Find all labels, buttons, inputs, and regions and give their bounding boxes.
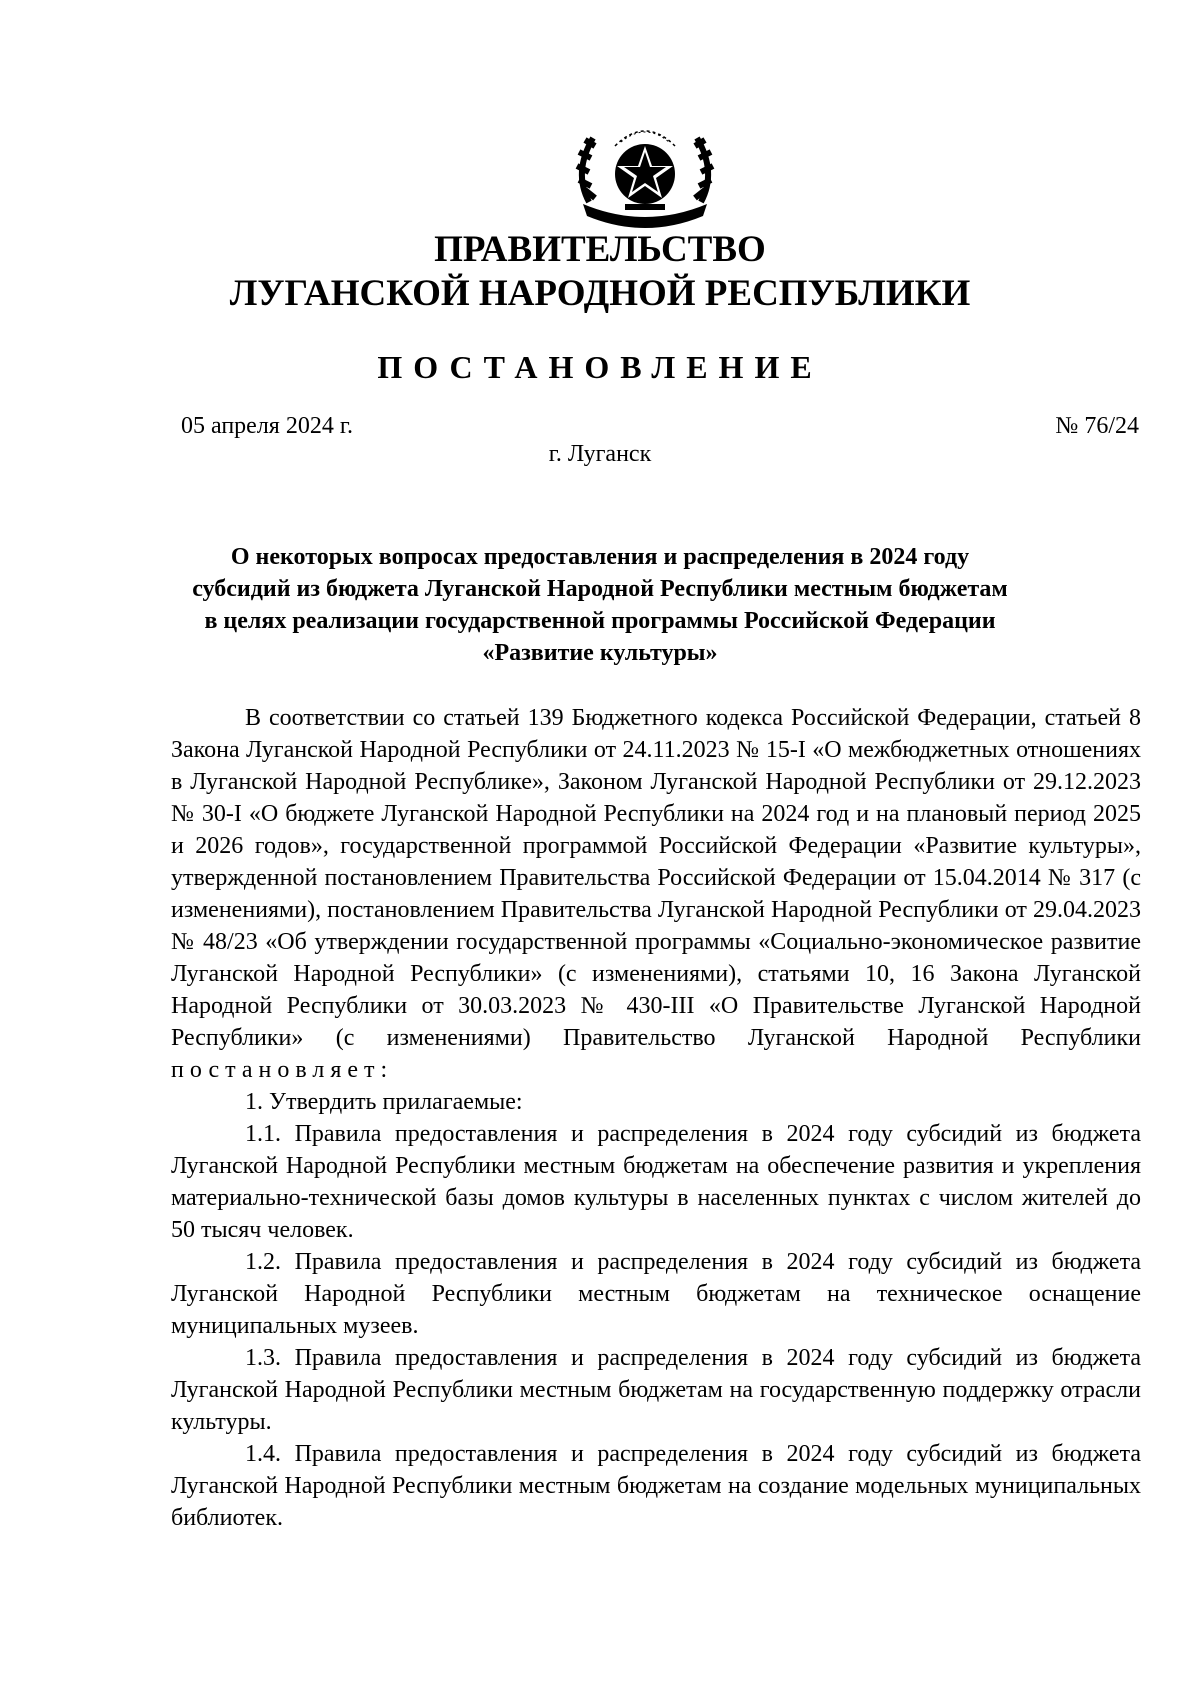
document-date: 05 апреля 2024 г.	[181, 413, 353, 439]
title-line-4: «Развитие культуры»	[482, 640, 718, 666]
title-line-1: О некоторых вопросах предоставления и распределения в 2024 году	[230, 544, 970, 570]
document-number: № 76/24	[1055, 413, 1139, 439]
item-1-3: 1.3. Правила предоставления и распределения в 2024 году субсидий из бюджета Луганской Народной Республики местным бюджетам на государственную поддержку отрасли культуры.	[171, 1345, 1141, 1435]
document-title	[160, 541, 1040, 669]
item-1-1: 1.1. Правила предоставления и распределения в 2024 году субсидий из бюджета Луганской Народной Республики местным бюджетам на обеспечение развития и укрепления материально-технической базы домов культуры в населенных пунктах с числом жителей до 50 тысяч человек.	[171, 1121, 1141, 1243]
state-emblem-icon	[565, 112, 725, 232]
government-name	[0, 228, 1200, 316]
item-1-2: 1.2. Правила предоставления и распределения в 2024 году субсидий из бюджета Луганской Народной Республики местным бюджетам на техническое оснащение муниципальных музеев.	[171, 1249, 1141, 1339]
document-city: г. Луганск	[548, 441, 652, 467]
government-line-1: ПРАВИТЕЛЬСТВО	[434, 229, 766, 270]
document-body	[171, 702, 1141, 1534]
item-1-4: 1.4. Правила предоставления и распределения в 2024 году субсидий из бюджета Луганской Народной Республики местным бюджетам на создание модельных муниципальных библиотек.	[171, 1441, 1141, 1531]
decree-word: постановляет	[171, 1057, 381, 1083]
preamble-paragraph	[171, 702, 1141, 1086]
government-line-2: ЛУГАНСКОЙ НАРОДНОЙ РЕСПУБЛИКИ	[229, 273, 971, 314]
document-type: ПОСТАНОВЛЕНИЕ	[377, 349, 823, 385]
title-line-3: в целях реализации государственной программы Российской Федерации	[204, 608, 996, 634]
title-line-2: субсидий из бюджета Луганской Народной Республики местным бюджетам	[192, 576, 1008, 602]
decree-end: :	[380, 1057, 388, 1083]
item-1: 1. Утвердить прилагаемые:	[245, 1089, 523, 1115]
preamble-text: В соответствии со статьей 139 Бюджетного кодекса Российской Федерации, статьей 8 Закона Луганской Народной Республики от 24.11.2023 № 15-I «О межбюджетных отношениях в Луганской Народной Республике», Законом Луганской Народной Республики от 29.12.2023 № 30-I «О бюджете Луганской Народной Республики на 2024 год и на плановый период 2025 и 2026 годов», государственной программой Российской Федерации «Развитие культуры», утвержденной постановлением Правительства Российской Федерации от 15.04.2014 № 317 (с изменениями), постановлением Правительства Луганской Народной Республики от 29.04.2023 № 48/23 «Об утверждении государственной программы «Социально-экономическое развитие Луганской Народной Республики» (с изменениями), статьями 10, 16 Закона Луганской Народной Республики от 30.03.2023 № 430-III «О Правительстве Луганской Народной Республики» (с изменениями) Правительство Луганской Народной Республики	[171, 705, 1141, 1051]
